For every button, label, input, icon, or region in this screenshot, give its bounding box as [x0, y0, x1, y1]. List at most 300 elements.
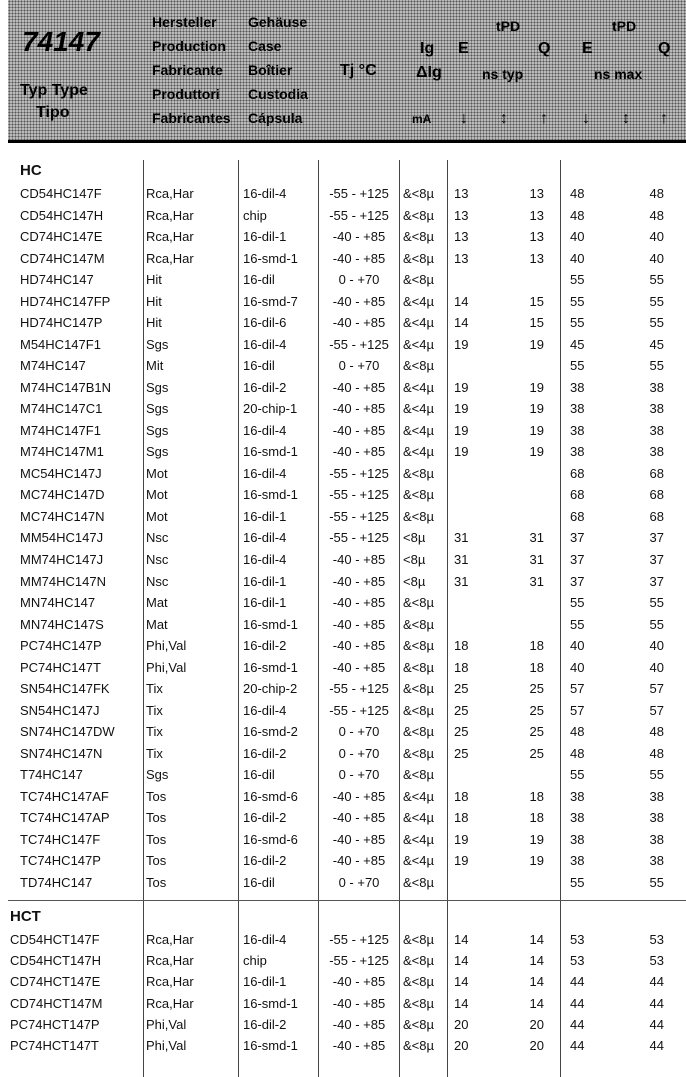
- table-row: [0, 996, 686, 1018]
- temperature-cell: -55 - +125: [329, 207, 389, 223]
- tpd-typ-out-cell: 19: [529, 401, 544, 417]
- tpd-max-out-cell: 38: [649, 379, 664, 395]
- tpd-typ-out-cell: 25: [529, 681, 544, 697]
- manufacturer-cell: Phi,Val: [146, 1038, 187, 1053]
- case-cell: 16-dil-1: [243, 573, 287, 589]
- tpd-typ-out-cell: 13: [529, 207, 544, 223]
- type-cell: M74HC147M1: [20, 444, 104, 460]
- table-row: [0, 251, 686, 273]
- table-row: [0, 358, 686, 380]
- case-cell: 16-dil-1: [243, 229, 287, 245]
- arrow-updown-icon: ↕: [622, 110, 630, 127]
- tpd-max-out-cell: 44: [649, 1016, 664, 1032]
- tpd-max-out-cell: 38: [649, 853, 664, 869]
- tpd-typ-out-cell: 14: [529, 932, 544, 947]
- tpd-max-out-cell: 37: [649, 530, 664, 546]
- type-cell: CD54HC147F: [20, 186, 102, 201]
- table-row: [0, 487, 686, 509]
- type-cell: MC74HC147D: [20, 487, 105, 503]
- table-row: [0, 875, 686, 897]
- tpd-max-out-cell: 53: [649, 932, 664, 947]
- tpd-max-out-cell: 55: [649, 272, 664, 288]
- temperature-cell: -55 - +125: [329, 681, 389, 697]
- case-label: Gehäuse: [248, 14, 308, 30]
- part-number: 74147: [22, 26, 100, 57]
- table-row: [0, 974, 686, 996]
- temperature-cell: -40 - +85: [332, 379, 386, 395]
- delta-ig-cell: &<8µ: [403, 186, 434, 201]
- arrow-up-icon: ↑: [660, 110, 668, 127]
- tpd-typ-in-cell: 18: [454, 810, 469, 826]
- tpd-typ-in-cell: 13: [454, 250, 469, 266]
- tpd-typ-out-cell: 14: [529, 995, 544, 1011]
- type-cell: TC74HC147AP: [20, 810, 110, 826]
- type-cell: SN74HC147DW: [20, 724, 115, 740]
- temperature-cell: -40 - +85: [332, 995, 386, 1011]
- temperature-cell: -40 - +85: [332, 229, 386, 245]
- case-cell: 16-smd-1: [243, 659, 298, 675]
- tpd-max-in-cell: 38: [570, 788, 585, 804]
- tpd-typ-out-cell: 31: [529, 573, 544, 589]
- delta-ig-cell: &<8µ: [403, 358, 434, 374]
- case-cell: 16-dil-1: [243, 974, 287, 990]
- tpd-max-out-cell: 40: [649, 229, 664, 245]
- output-q-label: Q: [538, 40, 551, 57]
- tpd-max-in-cell: 48: [570, 207, 585, 223]
- tpd-max-in-cell: 38: [570, 810, 585, 826]
- delta-ig-cell: &<4µ: [403, 853, 434, 869]
- tpd-max-in-cell: 37: [570, 552, 585, 567]
- type-cell: HD74HC147: [20, 272, 94, 288]
- tpd-max-out-cell: 45: [649, 336, 664, 352]
- temperature-cell: -55 - +125: [329, 487, 389, 503]
- type-label: Typ Type: [20, 82, 88, 99]
- tpd-typ-out-cell: 25: [529, 724, 544, 740]
- delta-ig-cell: &<8µ: [403, 953, 434, 969]
- tpd-max-in-cell: 53: [570, 932, 585, 947]
- tpd-max-in-cell: 44: [570, 995, 585, 1011]
- delta-ig-cell: &<8µ: [403, 229, 434, 245]
- table-header: [8, 0, 686, 143]
- section-title: HC: [20, 162, 42, 179]
- type-cell: M74HC147C1: [20, 401, 103, 417]
- table-row: [0, 229, 686, 251]
- tpd-typ-in-cell: 19: [454, 831, 469, 847]
- delta-ig-cell: &<8µ: [403, 508, 434, 524]
- table-row: [0, 466, 686, 488]
- case-cell: 16-dil-4: [243, 186, 287, 201]
- temperature-cell: -55 - +125: [329, 530, 389, 546]
- tpd-typ-in-cell: 31: [454, 573, 469, 589]
- type-cell: CD74HCT147M: [10, 995, 103, 1011]
- table-row: [0, 789, 686, 811]
- table-row: [0, 853, 686, 875]
- case-cell: 16-dil-4: [243, 530, 287, 546]
- table-row: [0, 272, 686, 294]
- table-row: [0, 294, 686, 316]
- tpd-max-out-cell: 55: [649, 293, 664, 309]
- tpd-max-out-cell: 53: [649, 953, 664, 969]
- delta-ig-cell: &<4µ: [403, 401, 434, 417]
- delta-ig-cell: &<4µ: [403, 293, 434, 309]
- delta-ig-cell: &<8µ: [403, 745, 434, 761]
- manufacturer-cell: Phi,Val: [146, 638, 187, 654]
- tpd-max-in-cell: 38: [570, 853, 585, 869]
- type-cell: PC74HC147P: [20, 638, 102, 654]
- type-label-alt: Tipo: [36, 104, 70, 121]
- tpd-max-out-cell: 48: [649, 724, 664, 740]
- manufacturer-cell: Tix: [146, 681, 163, 697]
- delta-ig-cell: <8µ: [403, 530, 426, 546]
- delta-ig-cell: &<4µ: [403, 810, 434, 826]
- tpd-typ-out-cell: 25: [529, 702, 544, 718]
- tpd-typ-out-cell: 20: [529, 1038, 544, 1053]
- table-row: [0, 509, 686, 531]
- type-cell: TC74HC147F: [20, 831, 101, 847]
- tpd-max-in-cell: 38: [570, 444, 585, 460]
- delta-ig-cell: &<4µ: [403, 831, 434, 847]
- tpd-max-in-cell: 55: [570, 874, 585, 890]
- temperature-cell: -40 - +85: [332, 250, 386, 266]
- case-cell: 16-dil: [243, 767, 275, 783]
- tpd-typ-in-cell: 19: [454, 336, 469, 352]
- tpd-max-out-cell: 48: [649, 745, 664, 761]
- tpd-typ-in-cell: 19: [454, 853, 469, 869]
- delta-ig-cell: &<8µ: [403, 974, 434, 990]
- temperature-cell: 0 - +70: [338, 874, 380, 890]
- table-row: [0, 1017, 686, 1039]
- input-e-label: E: [458, 40, 469, 57]
- tpd-max-out-cell: 48: [649, 186, 664, 201]
- tpd-typ-in-cell: 19: [454, 401, 469, 417]
- tpd-max-in-cell: 45: [570, 336, 585, 352]
- delta-ig-cell: &<8µ: [403, 250, 434, 266]
- tpd-typ-in-cell: 20: [454, 1016, 469, 1032]
- ig-label: Ig: [420, 40, 435, 57]
- case-cell: 16-dil-1: [243, 595, 287, 611]
- delta-ig-cell: &<8µ: [403, 1016, 434, 1032]
- tpd-max-out-cell: 44: [649, 1038, 664, 1053]
- type-cell: CD74HC147E: [20, 229, 103, 245]
- tpd-max-out-cell: 57: [649, 681, 664, 697]
- type-cell: HD74HC147P: [20, 315, 103, 331]
- case-cell: 20-chip-2: [243, 681, 298, 697]
- tpd-max-out-cell: 68: [649, 508, 664, 524]
- tpd-typ-out-cell: 19: [529, 379, 544, 395]
- tpd-max-out-cell: 57: [649, 702, 664, 718]
- delta-ig-cell: &<8µ: [403, 995, 434, 1011]
- tpd-typ-out-cell: 19: [529, 422, 544, 438]
- manufacturer-cell: Sgs: [146, 379, 169, 395]
- manufacturer-cell: Tos: [146, 853, 167, 869]
- type-cell: M54HC147F1: [20, 336, 101, 352]
- delta-ig-cell: &<8µ: [403, 595, 434, 611]
- tpd-max-out-cell: 38: [649, 401, 664, 417]
- case-cell: 16-dil-4: [243, 702, 287, 718]
- tpd-max-out-cell: 55: [649, 595, 664, 611]
- case-cell: 16-smd-7: [243, 293, 298, 309]
- tpd-typ-in-cell: 14: [454, 995, 469, 1011]
- temperature-cell: -40 - +85: [332, 444, 386, 460]
- tpd-max-in-cell: 68: [570, 465, 585, 481]
- tpd-typ-in-cell: 31: [454, 552, 469, 567]
- manufacturer-cell: Sgs: [146, 336, 169, 352]
- table-row: [0, 746, 686, 768]
- maker-label: Hersteller: [152, 14, 217, 30]
- tpd-max-in-cell: 55: [570, 767, 585, 783]
- type-cell: CD54HCT147H: [10, 953, 102, 969]
- temperature-cell: -55 - +125: [329, 932, 389, 947]
- case-cell: 16-dil-2: [243, 638, 287, 654]
- tpd-max-out-cell: 37: [649, 573, 664, 589]
- manufacturer-cell: Tos: [146, 874, 167, 890]
- type-cell: TC74HC147P: [20, 853, 101, 869]
- type-cell: SN54HC147FK: [20, 681, 110, 697]
- tpd-max-in-cell: 57: [570, 681, 585, 697]
- delta-ig-cell: &<8µ: [403, 487, 434, 503]
- manufacturer-cell: Hit: [146, 293, 162, 309]
- arrow-up-icon: ↑: [540, 110, 548, 127]
- maker-label: Produttori: [152, 86, 220, 102]
- temperature-cell: -40 - +85: [332, 659, 386, 675]
- delta-ig-cell: &<8µ: [403, 767, 434, 783]
- manufacturer-cell: Mot: [146, 487, 168, 503]
- input-e-label: E: [582, 40, 593, 57]
- table-row: [0, 208, 686, 230]
- temperature-cell: -40 - +85: [332, 1016, 386, 1032]
- table-row: [0, 767, 686, 789]
- tpd-typ-out-cell: 18: [529, 659, 544, 675]
- type-cell: PC74HCT147P: [10, 1016, 100, 1032]
- tpd-typ-in-cell: 25: [454, 681, 469, 697]
- type-cell: M74HC147: [20, 358, 86, 374]
- tpd-typ-in-cell: 14: [454, 315, 469, 331]
- table-row: [0, 595, 686, 617]
- type-cell: SN54HC147J: [20, 702, 100, 718]
- table-row: [0, 724, 686, 746]
- delta-ig-cell: &<8µ: [403, 702, 434, 718]
- tpd-max-out-cell: 38: [649, 422, 664, 438]
- tpd-max-in-cell: 40: [570, 638, 585, 654]
- temperature-cell: -55 - +125: [329, 186, 389, 201]
- tpd-max-in-cell: 48: [570, 745, 585, 761]
- table-row: [0, 681, 686, 703]
- delta-ig-cell: &<8µ: [403, 874, 434, 890]
- tpd-max-in-cell: 48: [570, 186, 585, 201]
- type-cell: TD74HC147: [20, 874, 93, 890]
- table-row: [0, 953, 686, 975]
- temperature-cell: -40 - +85: [332, 293, 386, 309]
- tpd-typ-in-cell: 31: [454, 530, 469, 546]
- manufacturer-cell: Hit: [146, 315, 162, 331]
- tpd-typ-out-cell: 25: [529, 745, 544, 761]
- tpd-max-in-cell: 48: [570, 724, 585, 740]
- case-cell: 16-smd-1: [243, 250, 298, 266]
- delta-ig-cell: &<8µ: [403, 638, 434, 654]
- case-label: Case: [248, 38, 282, 54]
- case-cell: chip: [243, 207, 267, 223]
- temperature-cell: 0 - +70: [338, 358, 380, 374]
- manufacturer-cell: Rca,Har: [146, 953, 194, 969]
- tpd-typ-out-cell: 19: [529, 336, 544, 352]
- tpd-typ-out-cell: 19: [529, 444, 544, 460]
- table-row: [0, 617, 686, 639]
- type-cell: HD74HC147FP: [20, 293, 111, 309]
- delta-ig-cell: &<8µ: [403, 724, 434, 740]
- type-cell: MM74HC147N: [20, 573, 106, 589]
- tpd-max-out-cell: 38: [649, 788, 664, 804]
- manufacturer-cell: Sgs: [146, 444, 169, 460]
- delta-ig-cell: &<8µ: [403, 207, 434, 223]
- temperature-cell: 0 - +70: [338, 272, 380, 288]
- tpd-max-in-cell: 55: [570, 358, 585, 374]
- tpd-typ-in-cell: 14: [454, 953, 469, 969]
- table-row: [0, 660, 686, 682]
- tpd-max-out-cell: 48: [649, 207, 664, 223]
- manufacturer-cell: Hit: [146, 272, 162, 288]
- tpd-typ-out-cell: 13: [529, 250, 544, 266]
- tpd-max-in-cell: 44: [570, 1038, 585, 1053]
- tpd-max-in-cell: 55: [570, 293, 585, 309]
- manufacturer-cell: Mit: [146, 358, 164, 374]
- case-cell: 16-smd-1: [243, 995, 298, 1011]
- manufacturer-cell: Rca,Har: [146, 229, 194, 245]
- type-cell: MC54HC147J: [20, 465, 102, 481]
- case-cell: 16-dil: [243, 272, 275, 288]
- tpd-max-in-cell: 53: [570, 953, 585, 969]
- tpd-max-label: tPD: [612, 18, 637, 34]
- manufacturer-cell: Rca,Har: [146, 995, 194, 1011]
- case-cell: 16-smd-1: [243, 1038, 298, 1053]
- delta-ig-cell: &<4µ: [403, 336, 434, 352]
- tpd-max-out-cell: 44: [649, 995, 664, 1011]
- temperature-cell: -40 - +85: [332, 638, 386, 654]
- tpd-max-out-cell: 68: [649, 465, 664, 481]
- tpd-typ-in-cell: 14: [454, 932, 469, 947]
- manufacturer-cell: Nsc: [146, 573, 169, 589]
- manufacturer-cell: Sgs: [146, 767, 169, 783]
- case-label: Cápsula: [248, 110, 303, 126]
- tpd-max-out-cell: 55: [649, 358, 664, 374]
- case-label: Custodia: [248, 86, 308, 102]
- temperature-cell: 0 - +70: [338, 767, 380, 783]
- temperature-cell: -55 - +125: [329, 336, 389, 352]
- type-cell: MC74HC147N: [20, 508, 105, 524]
- case-cell: 16-dil-2: [243, 379, 287, 395]
- tpd-typ-in-cell: 14: [454, 293, 469, 309]
- maker-label: Fabricante: [152, 62, 223, 78]
- tpd-typ-out-cell: 31: [529, 530, 544, 546]
- temperature-cell: -40 - +85: [332, 422, 386, 438]
- tpd-max-in-cell: 55: [570, 616, 585, 632]
- manufacturer-cell: Mat: [146, 595, 168, 611]
- tpd-max-in-cell: 40: [570, 229, 585, 245]
- temperature-cell: -55 - +125: [329, 508, 389, 524]
- tpd-max-out-cell: 55: [649, 767, 664, 783]
- tpd-typ-in-cell: 18: [454, 659, 469, 675]
- temperature-cell: -55 - +125: [329, 702, 389, 718]
- type-cell: T74HC147: [20, 767, 83, 783]
- temperature-cell: -40 - +85: [332, 853, 386, 869]
- tpd-typ-out-cell: 14: [529, 953, 544, 969]
- temperature-cell: 0 - +70: [338, 745, 380, 761]
- delta-ig-cell: &<4µ: [403, 422, 434, 438]
- tj-label: Tj °C: [340, 62, 377, 79]
- tpd-max-out-cell: 55: [649, 874, 664, 890]
- case-cell: 16-dil-2: [243, 853, 287, 869]
- case-cell: 16-dil: [243, 874, 275, 890]
- maker-label: Fabricantes: [152, 110, 231, 126]
- manufacturer-cell: Tix: [146, 702, 163, 718]
- case-label: Boîtier: [248, 62, 293, 78]
- manufacturer-cell: Rca,Har: [146, 207, 194, 223]
- tpd-max-out-cell: 40: [649, 250, 664, 266]
- type-cell: MM74HC147J: [20, 552, 104, 567]
- table-row: [0, 530, 686, 552]
- manufacturer-cell: Nsc: [146, 530, 169, 546]
- maker-label: Production: [152, 38, 226, 54]
- temperature-cell: -40 - +85: [332, 616, 386, 632]
- delta-ig-cell: &<4µ: [403, 315, 434, 331]
- tpd-max-out-cell: 40: [649, 638, 664, 654]
- section-title: HCT: [10, 908, 41, 925]
- case-cell: 16-smd-1: [243, 487, 298, 503]
- type-cell: PC74HC147T: [20, 659, 101, 675]
- case-cell: chip: [243, 953, 267, 969]
- case-cell: 16-dil-2: [243, 810, 287, 826]
- case-cell: 16-smd-6: [243, 831, 298, 847]
- delta-ig-label: ΔIg: [416, 64, 442, 81]
- type-cell: CD74HCT147E: [10, 974, 101, 990]
- tpd-max-in-cell: 68: [570, 508, 585, 524]
- tpd-typ-in-cell: 19: [454, 422, 469, 438]
- case-cell: 16-dil-4: [243, 336, 287, 352]
- type-cell: PC74HCT147T: [10, 1038, 99, 1053]
- manufacturer-cell: Tos: [146, 788, 167, 804]
- tpd-typ-out-cell: 19: [529, 831, 544, 847]
- case-cell: 16-smd-1: [243, 616, 298, 632]
- delta-ig-cell: <8µ: [403, 552, 426, 567]
- type-cell: M74HC147B1N: [20, 379, 112, 395]
- table-row: [0, 380, 686, 402]
- manufacturer-cell: Phi,Val: [146, 1016, 187, 1032]
- tpd-typ-in-cell: 13: [454, 186, 469, 201]
- manufacturer-cell: Rca,Har: [146, 250, 194, 266]
- tpd-max-in-cell: 38: [570, 422, 585, 438]
- case-cell: 16-dil-2: [243, 745, 287, 761]
- tpd-typ-out-cell: 13: [529, 229, 544, 245]
- table-row: [0, 932, 686, 954]
- ns-max-label: ns max: [594, 66, 643, 82]
- manufacturer-cell: Rca,Har: [146, 932, 194, 947]
- table-row: [0, 810, 686, 832]
- manufacturer-cell: Nsc: [146, 552, 169, 567]
- temperature-cell: -40 - +85: [332, 788, 386, 804]
- temperature-cell: -55 - +125: [329, 465, 389, 481]
- tpd-typ-out-cell: 18: [529, 788, 544, 804]
- case-cell: 16-smd-6: [243, 788, 298, 804]
- tpd-typ-out-cell: 15: [529, 315, 544, 331]
- tpd-max-in-cell: 55: [570, 315, 585, 331]
- arrow-down-icon: ↓: [582, 110, 590, 127]
- tpd-max-in-cell: 55: [570, 595, 585, 611]
- tpd-max-out-cell: 38: [649, 810, 664, 826]
- tpd-max-in-cell: 37: [570, 530, 585, 546]
- table-row: [0, 638, 686, 660]
- type-cell: MM54HC147J: [20, 530, 104, 546]
- case-cell: 20-chip-1: [243, 401, 298, 417]
- tpd-max-in-cell: 38: [570, 831, 585, 847]
